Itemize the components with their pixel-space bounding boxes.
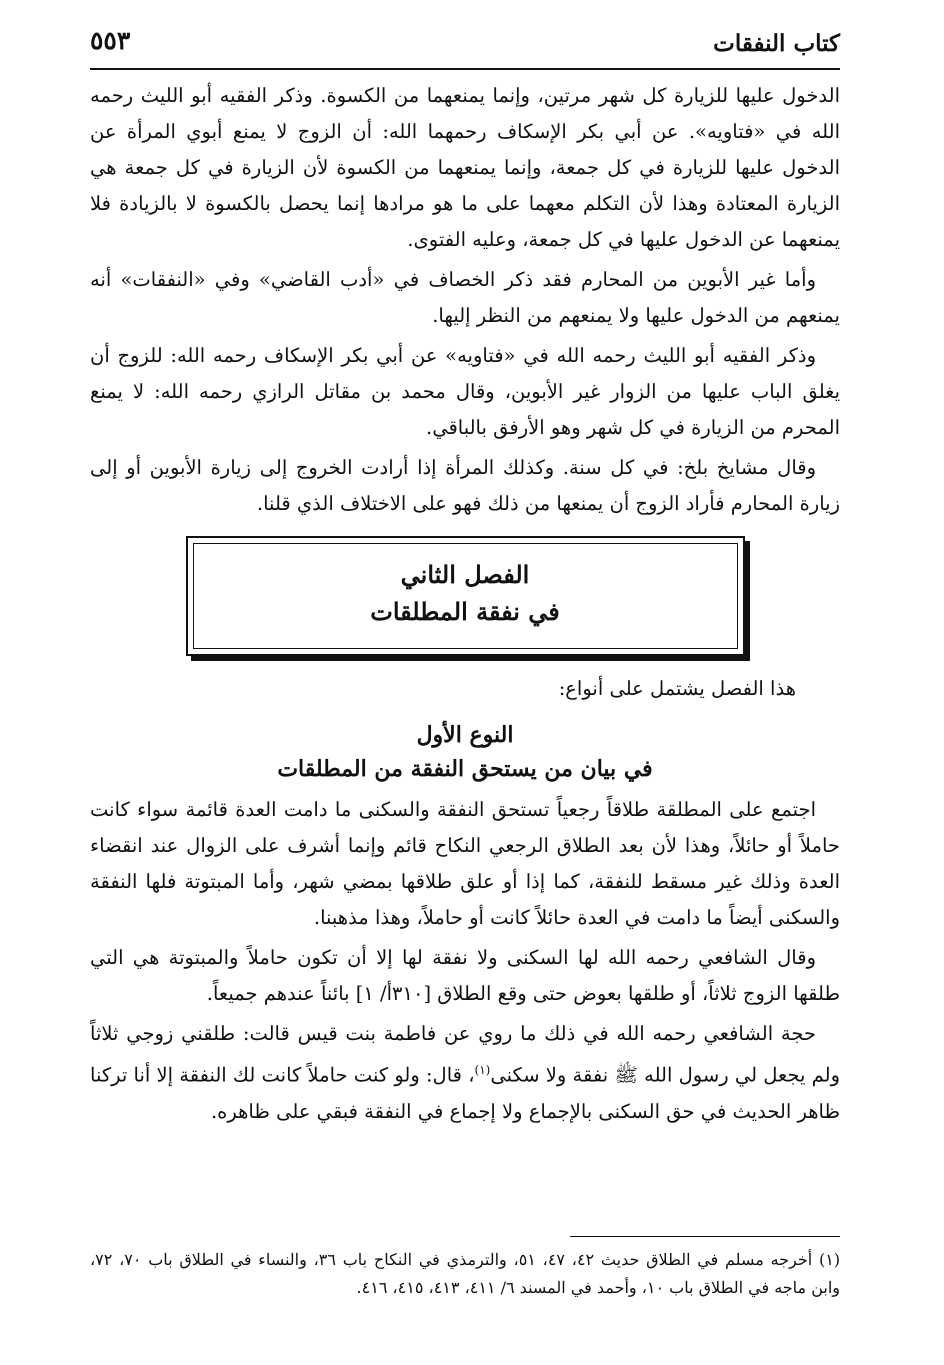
paragraph: وقال الشافعي رحمه الله لها السكنى ولا نفقة لها إلا أن تكون حاملاً والمبتوتة هي التي طلقها الزوج ثلاثاً، أو طلقها بعوض حتى وقع الطلاق [٣١٠أ/ ١] بائناً عندهم جميعاً. xyxy=(90,946,840,1005)
paragraph-text: حجة الشافعي رحمه الله في ذلك ما روي عن فاطمة بنت قيس قالت: طلقني زوجي ثلاثاً ولم يجعل لي رسول الله ﷺ نفقة ولا سكنى xyxy=(90,1022,840,1087)
footnote: (١) أخرجه مسلم في الطلاق حديث ٤٢، ٤٧، ٥١، والترمذي في النكاح باب ٣٦، والنساء في الطلاق باب ٧٠، ٧٢، وابن ماجه في الطلاق باب ١٠، وأحمد في المسند ٦/ ٤١١، ٤١٣، ٤١٥، ٤١٦. xyxy=(90,1250,841,1297)
page-number: ٥٥٣ xyxy=(90,26,131,55)
header-divider xyxy=(90,68,840,70)
paragraph: اجتمع على المطلقة طلاقاً رجعياً تستحق النفقة والسكنى ما دامت العدة قائمة سواء كانت حاملاً أو حائلاً، وهذا لأن بعد الطلاق الرجعي النكاح قائم وإنما أشرف على الزوال عند انقضاء العدة وذلك غير مسقط للنفقة، كما إذا أو علق طلاقها بمضي شهر، وأما المبتوتة فلها النفقة والسكنى أيضاً ما دامت في العدة حائلاً كانت أو حاملاً، وهذا مذهبنا. xyxy=(90,798,840,929)
chapter-intro: هذا الفصل يشتمل على أنواع: xyxy=(558,677,796,700)
section-subheading: في بيان من يستحق النفقة من المطلقات xyxy=(277,756,653,782)
paragraph: وأما غير الأبوين من المحارم فقد ذكر الخصاف في «أدب القاضي» وفي «النفقات» أنه يمنعهم من الدخول عليها ولا يمنعهم من النظر إليها. xyxy=(90,268,840,327)
paragraph: وقال مشايخ بلخ: في كل سنة. وكذلك المرأة إذا أرادت الخروج إلى زيارة الأبوين أو إلى زيارة المحارم فأراد الزوج أن يمنعها من ذلك فهو على الاختلاف الذي قلنا. xyxy=(90,456,840,515)
chapter-box-inner-frame xyxy=(193,543,738,649)
paragraph: وذكر الفقيه أبو الليث رحمه الله في «فتاويه» عن أبي بكر الإسكاف رحمه الله: للزوج أن يغلق الباب عليها من الزوار غير الأبوين، وقال محمد بن مقاتل الرازي رحمه الله: لا يمنع المحرم من الزيارة في كل شهر وهو الأرفق بالباقي. xyxy=(90,344,840,439)
chapter-title-box xyxy=(186,536,745,656)
page-body xyxy=(90,78,840,1134)
paragraph xyxy=(90,1016,840,1130)
paragraph: الدخول عليها للزيارة كل شهر مرتين، وإنما يمنعهما من الكسوة. وذكر الفقيه أبو الليث رحمه الله في «فتاويه». عن أبي بكر الإسكاف رحمهما الله: أن الزوج لا يمنع أبوي المرأة عن الدخول عليها للزيارة في كل جمعة، وإنما يمنعهما من الكسوة لأن الزيارة في كل جمعة هي الزيارة المعتادة وهذا لأن التكلم معهما على ما هو مرادها إنما يحصل بالكسوة لا بالزيادة فلا يمنعهما عن الدخول عليها في كل جمعة، وعليه الفتوى. xyxy=(90,84,840,251)
footnote-divider xyxy=(570,1236,840,1237)
chapter-subtitle: في نفقة المطلقات xyxy=(370,597,560,626)
section-heading: النوع الأول xyxy=(416,722,514,748)
footnote-marker: (١) xyxy=(474,1063,491,1077)
running-title: كتاب النفقات xyxy=(713,30,840,57)
page-header xyxy=(90,18,840,66)
chapter-title: الفصل الثاني xyxy=(400,560,530,589)
book-page xyxy=(90,18,840,1348)
paragraph-text: ، قال: ولو كنت حاملاً كانت لك النفقة إلا أنا تركنا ظاهر الحديث في حق السكنى بالإجماع ولا إجماع في النفقة فبقي على ظاهره. xyxy=(90,1063,840,1123)
